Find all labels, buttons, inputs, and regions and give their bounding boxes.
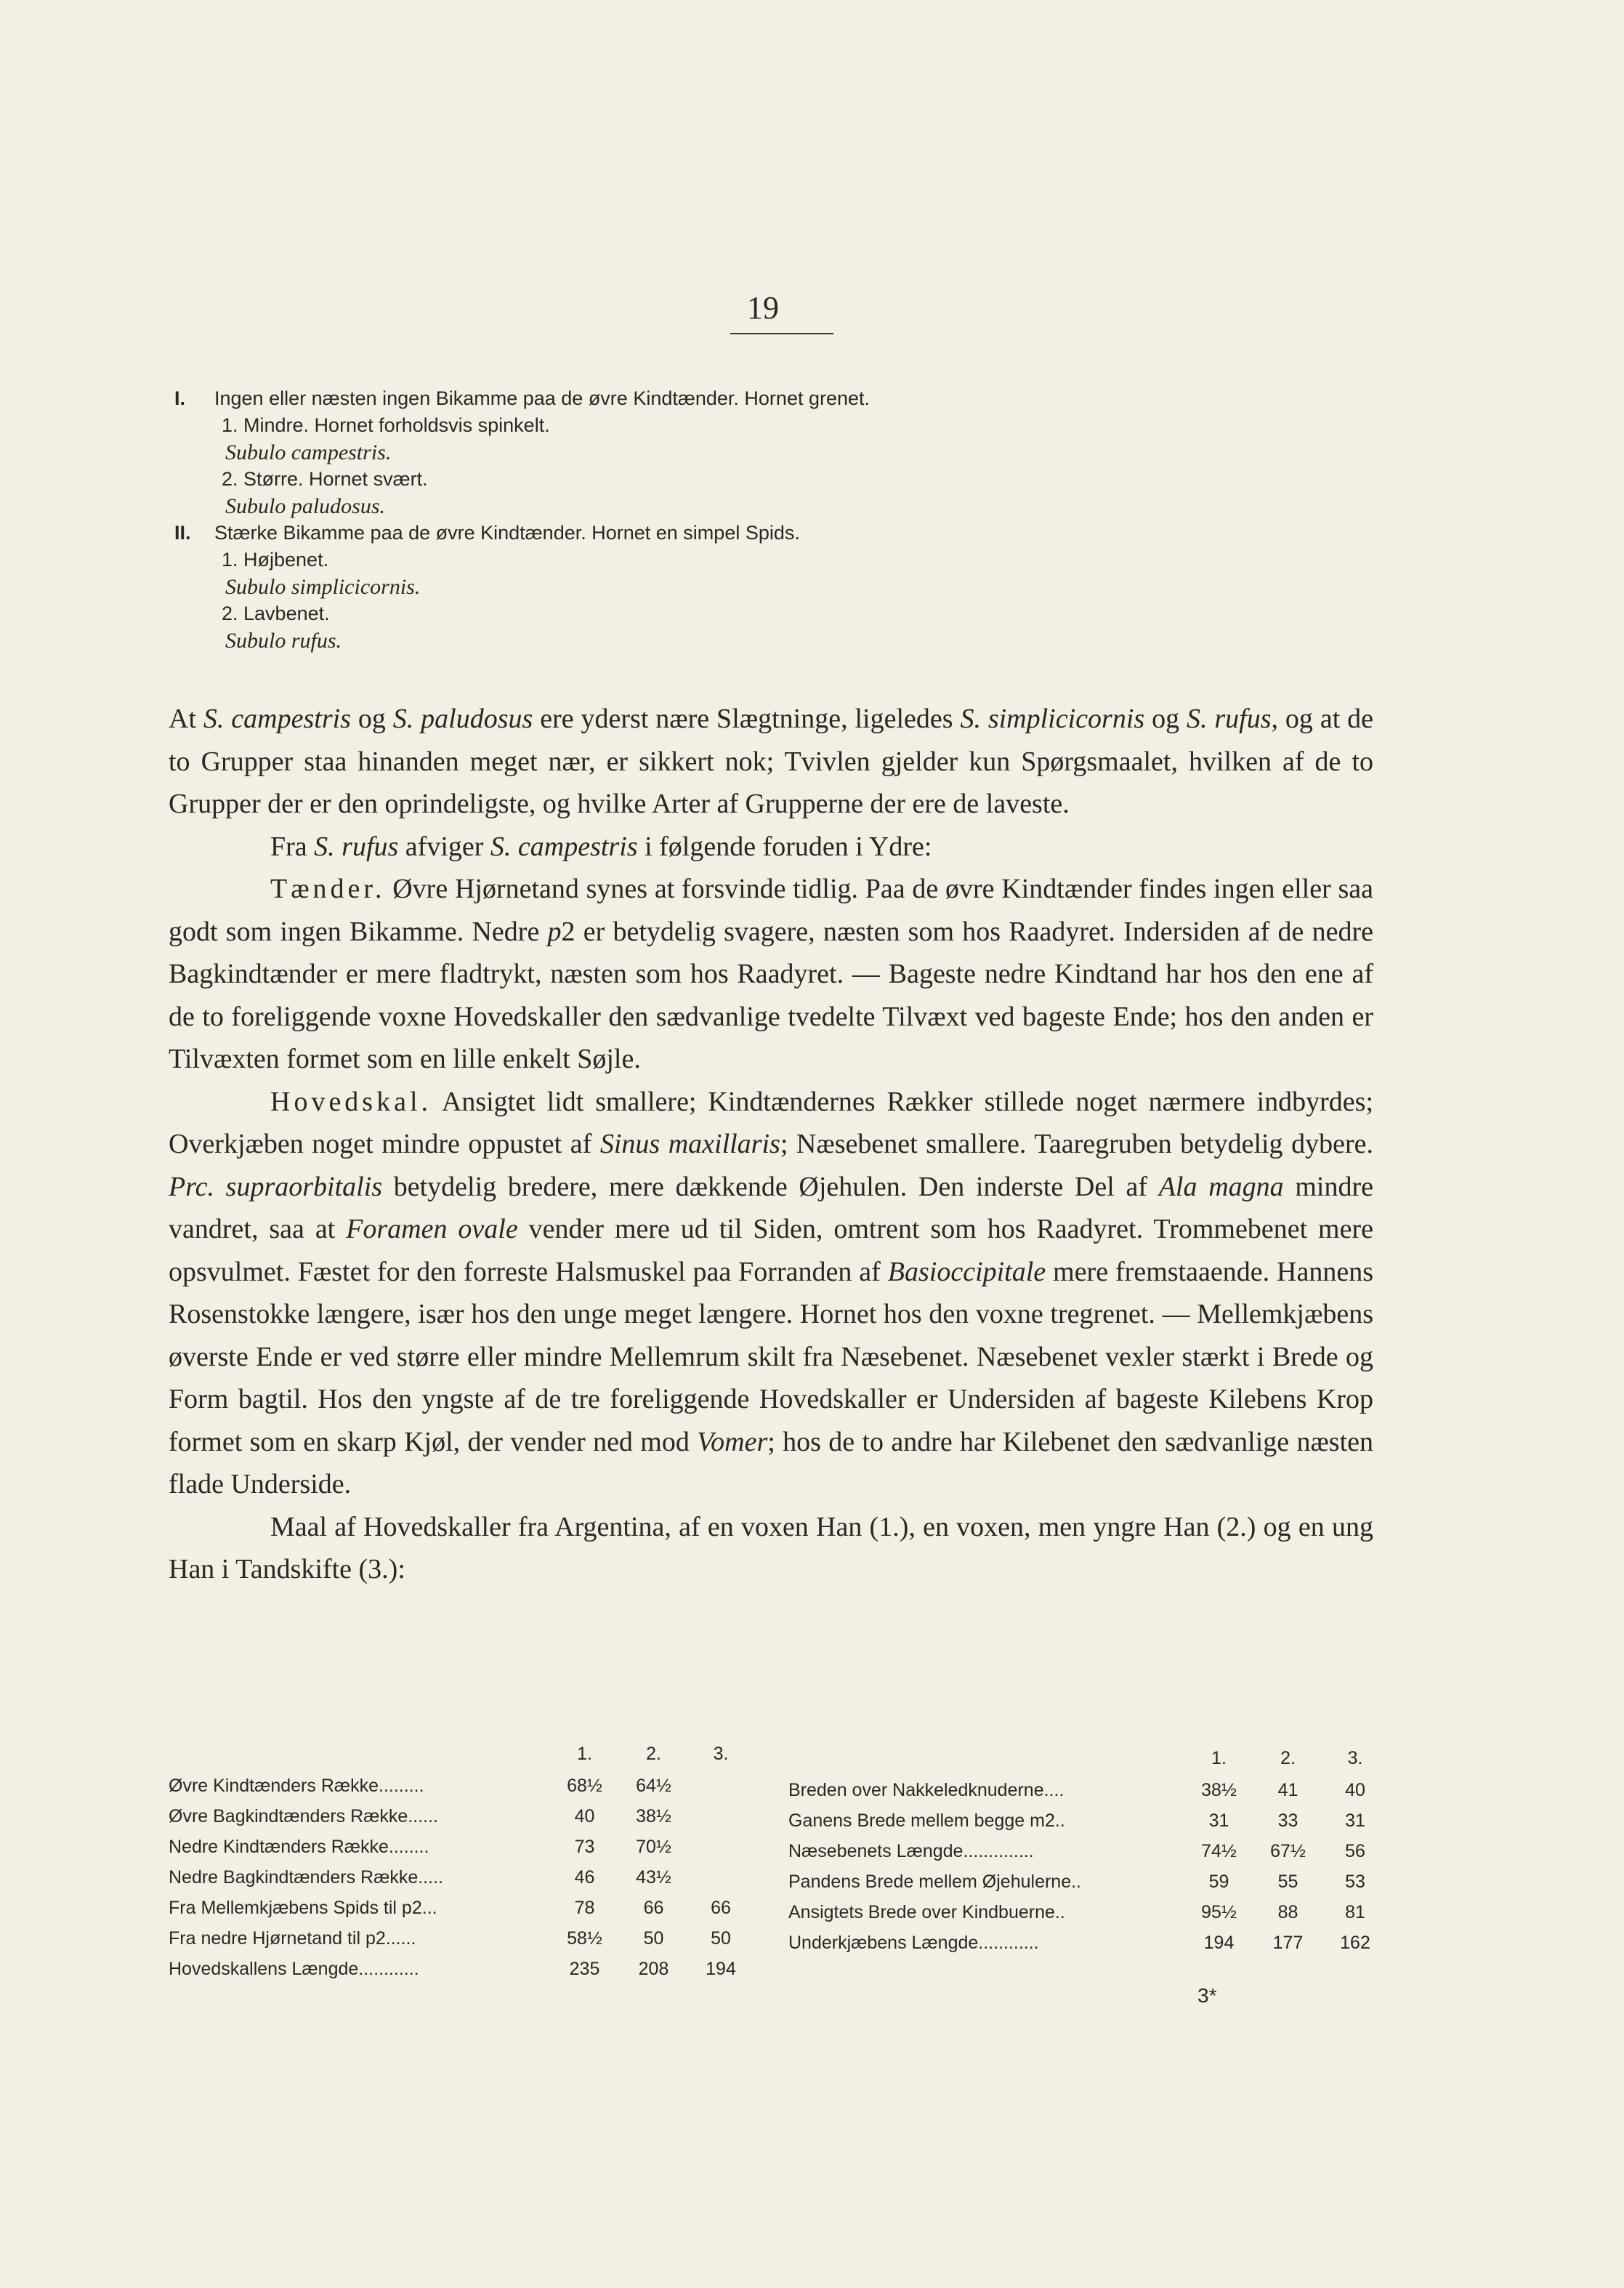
cell-value: 95½ <box>1201 1901 1237 1922</box>
row-label: Øvre Bagkindtænders Række...... <box>169 1805 438 1826</box>
row-label: Ansigtets Brede over Kindbuerne.. <box>788 1901 1065 1922</box>
key-line: 2. Større. Hornet svært. <box>222 468 428 490</box>
paragraph-1: At S. campestris og S. paludosus ere yderst nære Slægtninge, ligeledes S. simplicicornis og S. rufus, og at de to Grupper staa hinanden meget nær, er sikkert nok; Tvivlen gjelder kun Spørgsmaalet, hvilken af de to Grupper der er den oprindeligste, og hvilke Arter af Grupperne der ere de laveste. <box>169 704 1374 819</box>
key-text: Ingen eller næsten ingen Bikamme paa de øvre Kindtænder. Hornet grenet. <box>214 387 870 409</box>
key-text: Stærke Bikamme paa de øvre Kindtænder. Hornet en simpel Spids. <box>214 522 800 544</box>
row-label: Hovedskallens Længde............ <box>169 1958 419 1979</box>
column-header: 2. <box>1280 1747 1296 1768</box>
table-row <box>169 1771 754 1801</box>
cell-value: 38½ <box>636 1805 671 1826</box>
cell-value <box>688 1801 754 1832</box>
row-label: Øvre Kindtænders Række......... <box>169 1775 424 1796</box>
cell-value: 58½ <box>567 1928 602 1949</box>
paragraph-skull: Hovedskal. Ansigtet lidt smallere; Kindtændernes Rækker stillede noget nærmere indbyrdes; Overkjæben noget mindre oppustet af Sinus maxillaris; Næsebenet smallere. Taaregruben betydelig dybere. Prc. supraorbitalis betydelig bredere, mere dækkende Øjehulen. Den inderste Del af Ala magna mindre vandret, saa at Foramen ovale vender mere ud til Siden, omtrent som hos Raadyret. Trommebenet mere opsvulmet. Fæstet for den forreste Halsmuskel paa Forranden af Basioccipitale mere fremstaaende. Hannens Rosenstokke længere, især hos den unge meget længere. Hornet hos den voxne tregrenet. — Mellemkjæbens øverste Ende er ved større eller mindre Mellemrum skilt fra Næsebenet. Næsebenet vexler stærkt i Brede og Form bagtil. Hos den yngste af de tre foreliggende Hovedskaller er Undersiden af bageste Kilebens Krop formet som en skarp Kjøl, der vender ned mod Vomer; hos de to andre har Kilebenet den sædvanlige næsten flade Underside. <box>169 1086 1374 1499</box>
paragraph-measurements-intro: Maal af Hovedskaller fra Argentina, af en voxen Han (1.), en voxen, men yngre Han (2.) og en ung Han i Tandskifte (3.): <box>169 1511 1373 1584</box>
key-line: Subulo rufus. <box>225 629 342 653</box>
measurement-table-right <box>788 1741 1388 1958</box>
paragraph-2: Fra S. rufus afviger S. campestris i følgende foruden i Ydre: <box>270 831 932 862</box>
section-heading-skull: Hovedskal. <box>270 1086 432 1117</box>
classification-key <box>174 385 1410 654</box>
cell-value: 235 <box>569 1958 600 1979</box>
row-label: Underkjæbens Længde............ <box>788 1932 1039 1953</box>
signature-mark: 3* <box>1197 1984 1217 2007</box>
page-number: 19 <box>747 290 779 326</box>
table-row <box>788 1897 1388 1928</box>
table-row <box>169 1923 754 1954</box>
cell-value: 43½ <box>636 1866 671 1888</box>
cell-value: 88 <box>1277 1901 1298 1922</box>
table-row <box>788 1928 1388 1958</box>
cell-value: 40 <box>1345 1779 1365 1800</box>
cell-value <box>688 1832 754 1862</box>
key-line: Subulo paludosus. <box>225 494 386 518</box>
cell-value: 67½ <box>1270 1840 1306 1861</box>
cell-value: 38½ <box>1201 1779 1237 1800</box>
cell-value: 68½ <box>567 1775 602 1796</box>
cell-value: 50 <box>711 1928 731 1949</box>
cell-value: 31 <box>1345 1810 1365 1831</box>
row-label: Ganens Brede mellem begge m2.. <box>788 1810 1065 1831</box>
key-line: 1. Højbenet. <box>222 549 329 571</box>
cell-value: 55 <box>1277 1871 1298 1892</box>
cell-value: 194 <box>706 1958 736 1979</box>
key-roman-marker: I. <box>174 387 186 409</box>
cell-value: 46 <box>574 1866 595 1888</box>
cell-value: 31 <box>1208 1810 1229 1831</box>
row-label: Nedre Kindtænders Række........ <box>169 1836 429 1857</box>
paragraph-teeth: Tænder. Øvre Hjørnetand synes at forsvinde tidlig. Paa de øvre Kindtænder findes ingen eller saa godt som ingen Bikamme. Nedre p2 er betydelig svagere, næsten som hos Raadyret. Indersiden af de nedre Bagkindtænder er mere fladtrykt, næsten som hos Raadyret. — Bageste nedre Kindtand har hos den ene af de to foreliggende voxne Hovedskaller den sædvanlige tvedelte Tilvæxt ved bageste Ende; hos den anden er Tilvæxten formet som en lille enkelt Søjle. <box>169 874 1373 1074</box>
cell-value: 208 <box>638 1958 669 1979</box>
table-row <box>788 1805 1388 1836</box>
cell-value: 81 <box>1345 1901 1365 1922</box>
row-label: Fra Mellemkjæbens Spids til p2... <box>169 1897 437 1918</box>
column-header: 1. <box>577 1743 592 1764</box>
cell-value: 59 <box>1208 1871 1229 1892</box>
table-row <box>169 1801 754 1832</box>
measurement-table-left <box>169 1737 754 1984</box>
column-header: 3. <box>713 1743 729 1764</box>
column-header: 2. <box>646 1743 661 1764</box>
cell-value: 50 <box>643 1928 664 1949</box>
cell-value <box>688 1771 754 1801</box>
cell-value: 194 <box>1203 1932 1235 1953</box>
cell-value: 41 <box>1277 1779 1298 1800</box>
cell-value: 33 <box>1277 1810 1298 1831</box>
table-row <box>169 1954 754 1984</box>
cell-value: 78 <box>574 1897 595 1918</box>
table-row <box>788 1836 1388 1866</box>
table-row <box>788 1775 1388 1805</box>
cell-value: 74½ <box>1201 1840 1237 1861</box>
body-text <box>169 698 1373 1591</box>
key-line <box>174 385 1410 412</box>
cell-value <box>688 1862 754 1893</box>
row-label: Fra nedre Hjørnetand til p2...... <box>169 1928 416 1949</box>
row-label: Pandens Brede mellem Øjehulerne.. <box>788 1871 1082 1892</box>
key-line: Subulo campestris. <box>225 440 392 464</box>
table-row <box>788 1866 1388 1897</box>
cell-value: 162 <box>1340 1932 1370 1953</box>
cell-value: 64½ <box>636 1775 671 1796</box>
cell-value: 177 <box>1272 1932 1304 1953</box>
cell-value: 40 <box>574 1805 595 1826</box>
cell-value: 66 <box>643 1897 664 1918</box>
page-number-rule <box>730 333 833 334</box>
key-roman-marker: II. <box>174 522 191 544</box>
key-line: Subulo simplicicornis. <box>225 575 421 599</box>
column-header: 1. <box>1211 1747 1227 1768</box>
cell-value: 66 <box>711 1897 731 1918</box>
table-row <box>169 1832 754 1862</box>
table-row <box>169 1862 754 1893</box>
cell-value: 73 <box>574 1836 595 1857</box>
key-line <box>174 520 1410 547</box>
cell-value: 53 <box>1345 1871 1365 1892</box>
row-label: Nedre Bagkindtænders Række..... <box>169 1866 443 1888</box>
key-line: 2. Lavbenet. <box>222 603 330 624</box>
row-label: Næsebenets Længde.............. <box>788 1840 1034 1861</box>
section-heading-teeth: Tænder. <box>270 874 386 904</box>
key-line: 1. Mindre. Hornet forholdsvis spinkelt. <box>222 414 550 436</box>
table-row <box>169 1893 754 1923</box>
column-header: 3. <box>1347 1747 1363 1768</box>
cell-value: 70½ <box>636 1836 671 1857</box>
row-label: Breden over Nakkeledknuderne.... <box>788 1779 1065 1800</box>
cell-value: 56 <box>1345 1840 1365 1861</box>
